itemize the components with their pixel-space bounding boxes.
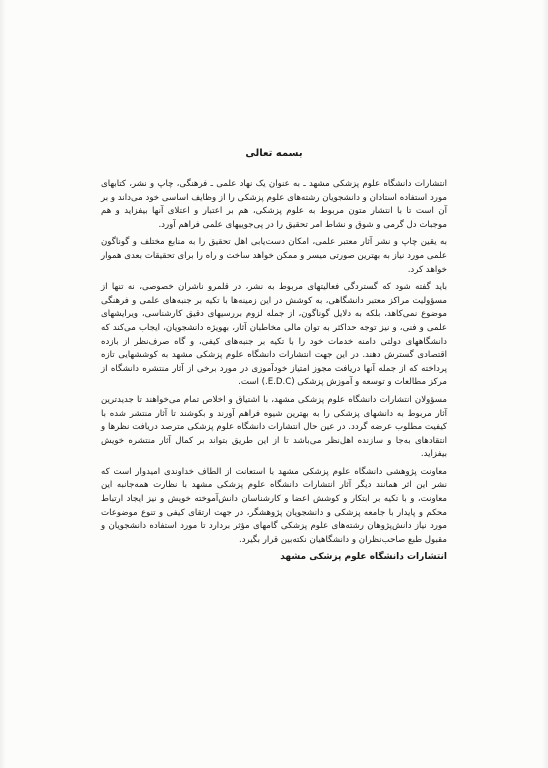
scan-edge-right xyxy=(542,0,548,768)
paragraph-3: باید گفته شود که گستردگی فعالیتهای مربوط به نشر، در قلمرو ناشران خصوصی، نه تنها از مسؤولیت مراکز معتبر دانشگاهی، به کوشش در این زمینه‌ها با تکیه بر جنبه‌های علمی و فرهنگی موضوع نمی‌کاهد، بلکه به دلایل گوناگون، از جمله لزوم بررسیهای دقیق کارشناسی، ویرایشهای علمی و فنی، و نیز توجه حداکثر به توان مالی مخاطبان آثار، بهویژه دانشجویان، ایجاب می‌کند که دانشگاههای دولتی دامنه خدمات خود را با تکیه بر جنبه‌های کیفی، و گاه صرف‌نظر از بازده اقتصادی گسترش دهند. در این جهت انتشارات دانشگاه علوم پزشکی مشهد به کوششهایی تازه پرداخته که از جمله آنها دریافت مجوز امتیاز خودآموزی در مورد برخی از آثار منتشره دانشگاه از مرکز مطالعات و توسعه و آموزش پزشکی (E.D.C.) است. xyxy=(101,282,447,388)
paragraph-5: معاونت پژوهشی دانشگاه علوم پزشکی مشهد با استعانت از الطاف خداوندی امیدوار است که نشر این اثر همانند دیگر آثار انتشارات دانشگاه علوم پزشکی مشهد با نظارت همه‌جانبه این معاونت، و با تکیه بر ابتکار و کوشش اعضا و کارشناسان دانش‌آموخته خویش و نیز ایجاد ارتباط محکم و پایدار با جامعه پزشکی و دانشجویان پژوهشگر، در جهت ارتقای کیفی و تنوع موضوعات مورد نیاز دانش‌پژوهان رشته‌های علوم پزشکی گامهای مؤثر بردارد تا مورد استفاده دانشجویان و مقبول طبع صاحب‌نظران و دانشگاهیان نکته‌بین قرار بگیرد. xyxy=(101,466,447,545)
page-heading: بسمه تعالی xyxy=(245,148,303,159)
paragraph-2: به یقین چاپ و نشر آثار معتبر علمی، امکان دست‌یابی اهل تحقیق را به منابع مختلف و گوناگون علمی مورد نیاز به بهترین صورتی میسر و ممکن خواهد ساخت و راه را برای تحقیقات بعدی هموار خواهد کرد. xyxy=(101,237,447,275)
paragraph-4: مسؤولان انتشارات دانشگاه علوم پزشکی مشهد، با اشتیاق و اخلاص تمام می‌خواهند تا جدیدترین آثار مربوط به دانشهای پزشکی را به بهترین شیوه فراهم آورند و بکوشند تا آثار منتشر شده با کیفیت مطلوب عرضه گردد. در عین حال انتشارات دانشگاه علوم پزشکی مترصد دریافت نظرها و انتقادهای به‌جا و سازنده اهل‌نظر می‌باشد تا از این طریق بتواند بر کمال آثار منتشره خویش بیفزاید. xyxy=(101,394,447,460)
publisher-signature: انتشارات دانشگاه علوم پزشکی مشهد xyxy=(280,552,447,563)
document-body xyxy=(101,178,447,565)
scan-edge-left xyxy=(0,0,6,768)
paragraph-1: انتشارات دانشگاه علوم پزشکی مشهد ـ به عنوان یک نهاد علمی ـ فرهنگی، چاپ و نشر، کتابهای مورد استفاده استادان و دانشجویان رشته‌های علوم پزشکی را از وظایف اساسی خود می‌داند و بر آن است تا با انتشار متون مربوط به علوم پزشکی، هم بر اعتبار و اعتلای آنها بیفزاید و هم موجبات دل گرمی و شوق و نشاط امر تحقیق را در پی‌جوییهای علمی فراهم آورد. xyxy=(101,179,447,230)
